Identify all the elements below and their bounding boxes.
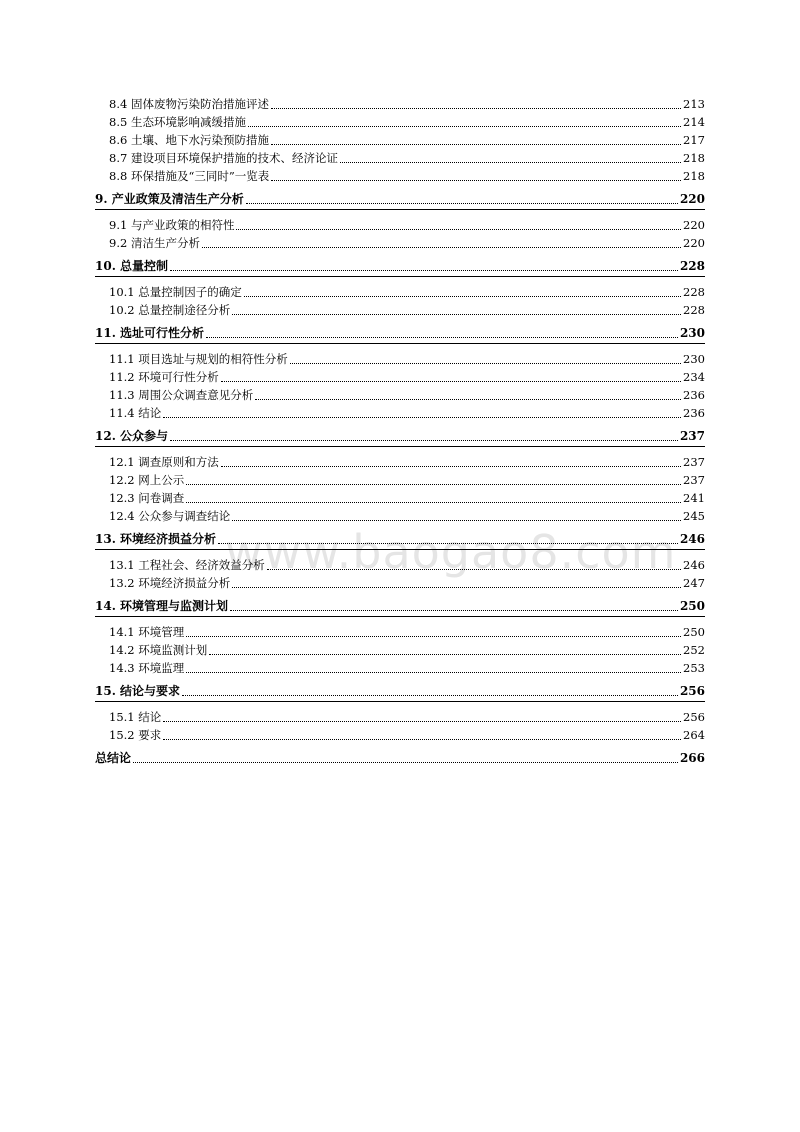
toc-section-entry[interactable] (95, 507, 705, 525)
toc-page-number: 237 (679, 429, 705, 443)
toc-page-number: 250 (679, 599, 705, 613)
toc-entry-title: 11.4 结论 (109, 406, 162, 420)
toc-page-number: 228 (683, 303, 705, 317)
toc-entry-title: 15.2 要求 (109, 728, 162, 742)
toc-chapter-entry[interactable] (95, 426, 705, 447)
toc-section-entry[interactable] (95, 641, 705, 659)
dot-leader (186, 636, 681, 637)
toc-page-number: 220 (683, 236, 705, 250)
toc-section-entry[interactable] (95, 283, 705, 301)
toc-page-number: 214 (683, 115, 705, 129)
toc-page-number: 264 (683, 728, 705, 742)
toc-page-number: 228 (679, 259, 705, 273)
toc-section-entry[interactable] (95, 131, 705, 149)
toc-page-number: 237 (683, 455, 705, 469)
dot-leader (290, 363, 681, 364)
toc-entry-title: 11.1 项目选址与规划的相符性分析 (109, 352, 288, 366)
toc-entry-title: 12.1 调查原则和方法 (109, 455, 219, 469)
dot-leader (230, 610, 678, 611)
toc-chapter-entry[interactable] (95, 256, 705, 277)
dot-leader (163, 739, 681, 740)
toc-chapter-entry[interactable] (95, 681, 705, 702)
dot-leader (271, 108, 681, 109)
toc-entry-title: 12.4 公众参与调查结论 (109, 509, 231, 523)
toc-section-entry[interactable] (95, 216, 705, 234)
toc-section-entry[interactable] (95, 708, 705, 726)
toc-chapter-entry[interactable] (95, 596, 705, 617)
dot-leader (221, 381, 681, 382)
toc-page-number: 213 (683, 97, 705, 111)
toc-entry-title: 11.2 环境可行性分析 (109, 370, 219, 384)
dot-leader (232, 520, 681, 521)
toc-section-entry[interactable] (95, 659, 705, 677)
toc-page-number: 234 (683, 370, 705, 384)
dot-leader (340, 162, 681, 163)
dot-leader (271, 180, 681, 181)
toc-entry-title: 12.3 问卷调查 (109, 491, 185, 505)
dot-leader (271, 144, 681, 145)
dot-leader (236, 229, 681, 230)
toc-page-number: 256 (683, 710, 705, 724)
toc-page-number: 266 (679, 751, 705, 765)
dot-leader (186, 502, 681, 503)
toc-chapter-entry[interactable] (95, 748, 705, 768)
toc-page-number: 247 (683, 576, 705, 590)
toc-entry-title: 8.7 建设项目环境保护措施的技术、经济论证 (109, 151, 338, 165)
toc-section-entry[interactable] (95, 167, 705, 185)
toc-entry-title: 8.5 生态环境影响减缓措施 (109, 115, 246, 129)
toc-page-number: 217 (683, 133, 705, 147)
dot-leader (246, 203, 678, 204)
toc-entry-title: 9.1 与产业政策的相符性 (109, 218, 235, 232)
toc-page-number: 256 (679, 684, 705, 698)
toc-entry-title: 11. 选址可行性分析 (95, 326, 205, 340)
toc-page-number: 250 (683, 625, 705, 639)
toc-entry-title: 13. 环境经济损益分析 (95, 532, 217, 546)
toc-section-entry[interactable] (95, 404, 705, 422)
toc-page-number: 252 (683, 643, 705, 657)
toc-chapter-entry[interactable] (95, 189, 705, 210)
toc-section-entry[interactable] (95, 234, 705, 252)
toc-section-entry[interactable] (95, 726, 705, 744)
toc-page-number: 218 (683, 169, 705, 183)
toc-entry-title: 13.1 工程社会、经济效益分析 (109, 558, 265, 572)
dot-leader (209, 654, 681, 655)
toc-page-number: 228 (683, 285, 705, 299)
toc-section-entry[interactable] (95, 471, 705, 489)
toc-entry-title: 14.2 环境监测计划 (109, 643, 208, 657)
dot-leader (202, 247, 681, 248)
toc-page-number: 230 (683, 352, 705, 366)
toc-section-entry[interactable] (95, 301, 705, 319)
toc-entry-title: 10.2 总量控制途径分析 (109, 303, 231, 317)
toc-entry-title: 13.2 环境经济损益分析 (109, 576, 231, 590)
watermark: www.baogao8.com (225, 525, 677, 579)
toc-entry-title: 10.1 总量控制因子的确定 (109, 285, 242, 299)
toc-section-entry[interactable] (95, 368, 705, 386)
toc-entry-title: 8.6 土壤、地下水污染预防措施 (109, 133, 269, 147)
dot-leader (232, 314, 681, 315)
toc-page-number: 236 (683, 406, 705, 420)
toc-page-number: 237 (683, 473, 705, 487)
toc-section-entry[interactable] (95, 113, 705, 131)
toc-entry-title: 15.1 结论 (109, 710, 162, 724)
dot-leader (255, 399, 681, 400)
dot-leader (170, 270, 678, 271)
toc-entry-title: 14.3 环境监理 (109, 661, 185, 675)
dot-leader (244, 296, 681, 297)
dot-leader (163, 721, 681, 722)
dot-leader (248, 126, 681, 127)
toc-section-entry[interactable] (95, 95, 705, 113)
toc-page-number: 245 (683, 509, 705, 523)
dot-leader (221, 466, 681, 467)
toc-page-number: 220 (679, 192, 705, 206)
toc-entry-title: 11.3 周围公众调查意见分析 (109, 388, 254, 402)
toc-entry-title: 15. 结论与要求 (95, 684, 181, 698)
dot-leader (182, 695, 678, 696)
dot-leader (186, 484, 681, 485)
toc-entry-title: 12. 公众参与 (95, 429, 169, 443)
toc-section-entry[interactable] (95, 386, 705, 404)
table-of-contents (95, 95, 705, 774)
toc-entry-title: 14. 环境管理与监测计划 (95, 599, 229, 613)
toc-page-number: 230 (679, 326, 705, 340)
dot-leader (170, 440, 678, 441)
toc-entry-title: 8.8 环保措施及“三同时”一览表 (109, 169, 270, 183)
dot-leader (186, 672, 681, 673)
toc-entry-title: 10. 总量控制 (95, 259, 169, 273)
dot-leader (133, 762, 678, 763)
dot-leader (206, 337, 678, 338)
dot-leader (163, 417, 681, 418)
toc-page-number: 253 (683, 661, 705, 675)
toc-entry-title: 12.2 网上公示 (109, 473, 185, 487)
toc-section-entry[interactable] (95, 350, 705, 368)
toc-page-number: 241 (683, 491, 705, 505)
toc-section-entry[interactable] (95, 489, 705, 507)
toc-entry-title: 8.4 固体废物污染防治措施评述 (109, 97, 269, 111)
toc-entry-title: 总结论 (95, 751, 132, 765)
toc-section-entry[interactable] (95, 623, 705, 641)
dot-leader (232, 587, 681, 588)
toc-entry-title: 14.1 环境管理 (109, 625, 185, 639)
toc-entry-title: 9.2 清洁生产分析 (109, 236, 200, 250)
toc-page-number: 246 (683, 558, 705, 572)
toc-page-number: 220 (683, 218, 705, 232)
toc-section-entry[interactable] (95, 149, 705, 167)
toc-chapter-entry[interactable] (95, 323, 705, 344)
toc-section-entry[interactable] (95, 453, 705, 471)
toc-entry-title: 9. 产业政策及清洁生产分析 (95, 192, 244, 206)
toc-page-number: 246 (679, 532, 705, 546)
toc-page-number: 236 (683, 388, 705, 402)
toc-page-number: 218 (683, 151, 705, 165)
